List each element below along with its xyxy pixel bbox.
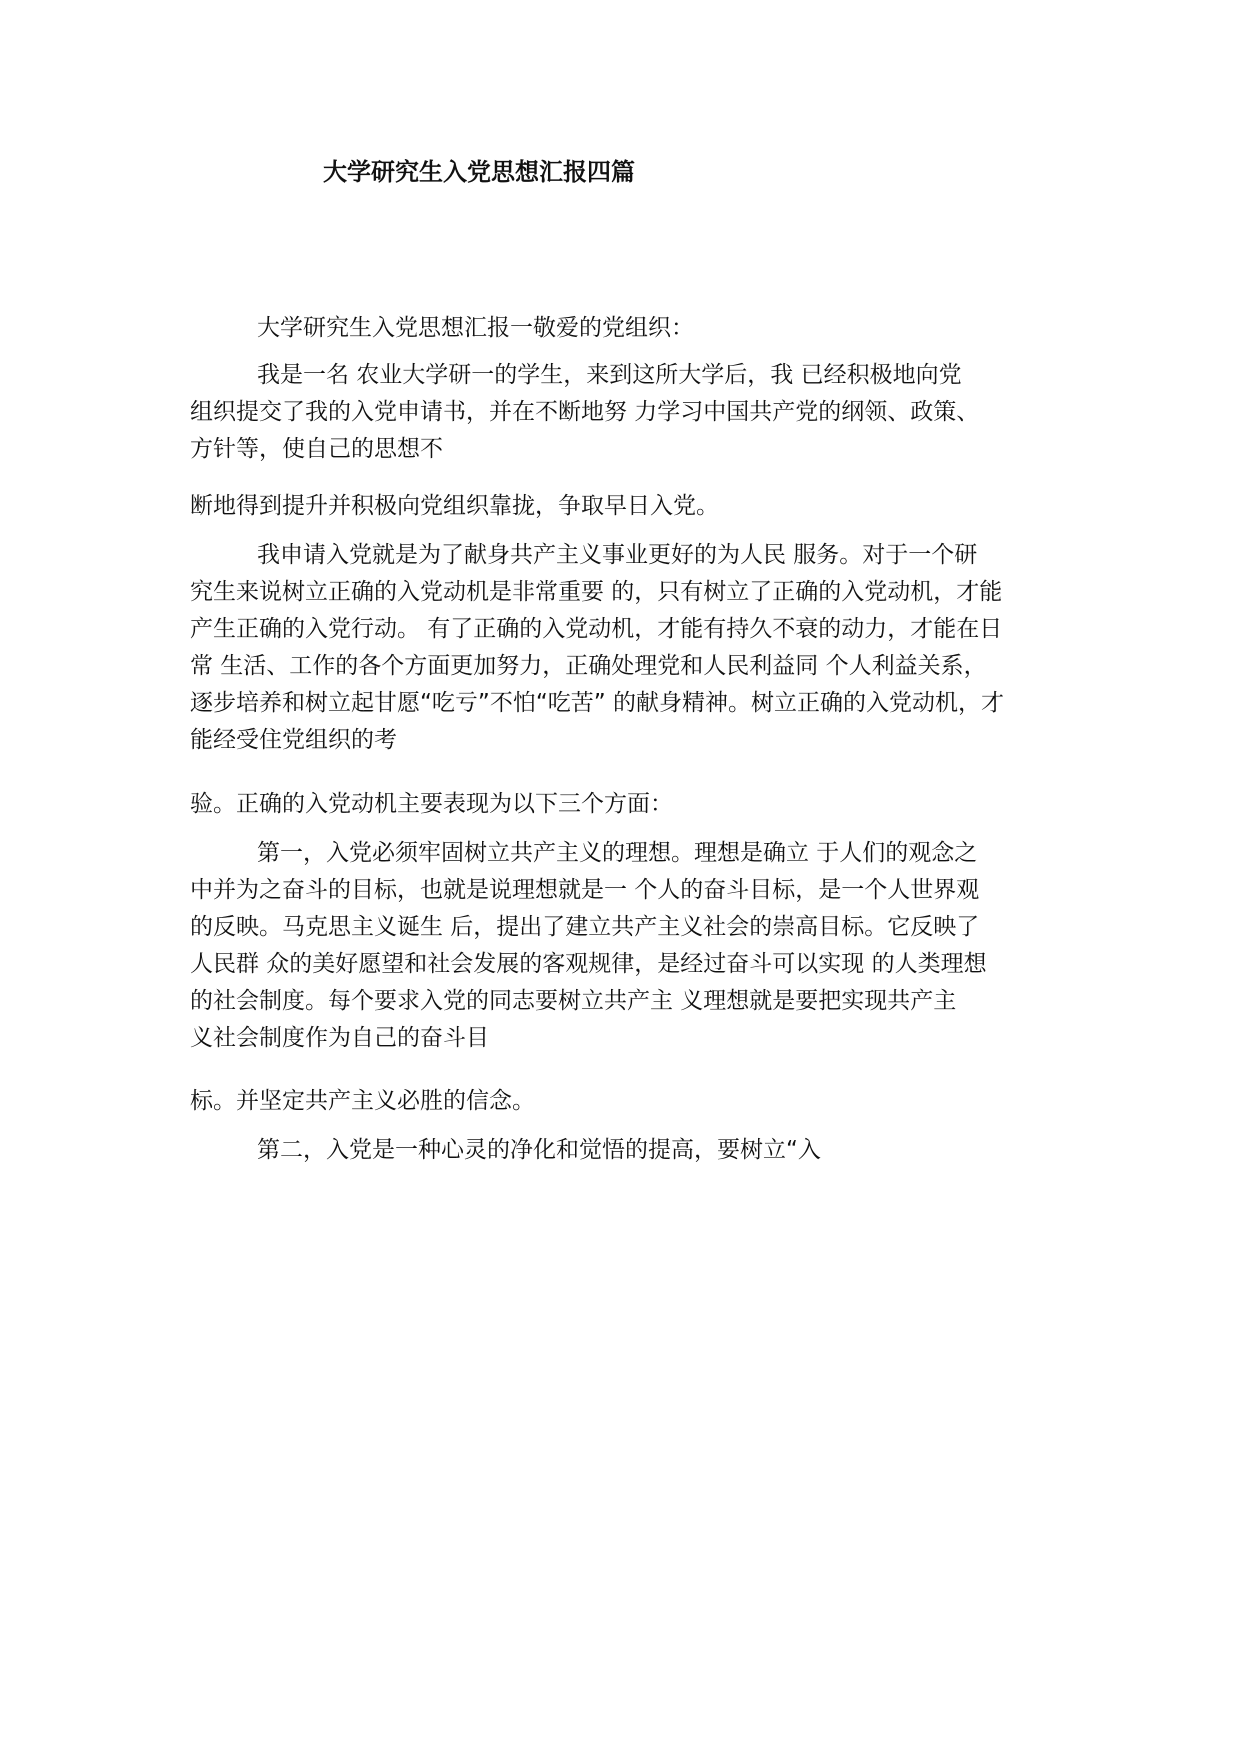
paragraph-line: 的反映。马克思主义诞生 后，提出了建立共产主义社会的崇高目标。它反映了 xyxy=(190,914,980,940)
paragraph-line: 组织提交了我的入党申请书，并在不断地努 力学习中国共产党的纲领、政策、 xyxy=(190,399,980,425)
paragraph-line: 断地得到提升并积极向党组织靠拢，争取早日入党。 xyxy=(190,493,719,519)
paragraph-line: 义社会制度作为自己的奋斗目 xyxy=(190,1025,489,1051)
paragraph-line: 中并为之奋斗的目标，也就是说理想就是一 个人的奋斗目标，是一个人世界观 xyxy=(190,877,980,903)
paragraph-line: 逐步培养和树立起甘愿“吃亏”不怕“吃苦” 的献身精神。树立正确的入党动机，才 xyxy=(190,690,1004,716)
paragraph-line: 标。并坚定共产主义必胜的信念。 xyxy=(190,1088,535,1114)
paragraph-line: 人民群 众的美好愿望和社会发展的客观规律，是经过奋斗可以实现 的人类理想 xyxy=(190,951,987,977)
paragraph-line: 我是一名 农业大学研一的学生，来到这所大学后，我 已经积极地向党 xyxy=(257,362,962,388)
paragraph-line: 我申请入党就是为了献身共产主义事业更好的为人民 服务。对于一个研 xyxy=(257,542,978,568)
paragraph-line: 大学研究生入党思想汇报一敬爱的党组织： xyxy=(257,315,694,341)
paragraph-line: 究生来说树立正确的入党动机是非常重要 的，只有树立了正确的入党动机，才能 xyxy=(190,579,1003,605)
paragraph-line: 产生正确的入党行动。 有了正确的入党动机，才能有持久不衰的动力，才能在日 xyxy=(190,616,1003,642)
document-title: 大学研究生入党思想汇报四篇 xyxy=(323,158,635,186)
paragraph-line: 第一，入党必须牢固树立共产主义的理想。理想是确立 于人们的观念之 xyxy=(257,840,978,866)
paragraph-line: 方针等，使自己的思想不 xyxy=(190,436,443,462)
paragraph-line: 的社会制度。每个要求入党的同志要树立共产主 义理想就是要把实现共产主 xyxy=(190,988,957,1014)
paragraph-line: 常 生活、工作的各个方面更加努力，正确处理党和人民利益同 个人利益关系， xyxy=(190,653,987,679)
paragraph-line: 能经受住党组织的考 xyxy=(190,727,397,753)
paragraph-line: 第二，入党是一种心灵的净化和觉悟的提高，要树立“入 xyxy=(257,1137,821,1163)
paragraph-line: 验。正确的入党动机主要表现为以下三个方面： xyxy=(190,791,673,817)
